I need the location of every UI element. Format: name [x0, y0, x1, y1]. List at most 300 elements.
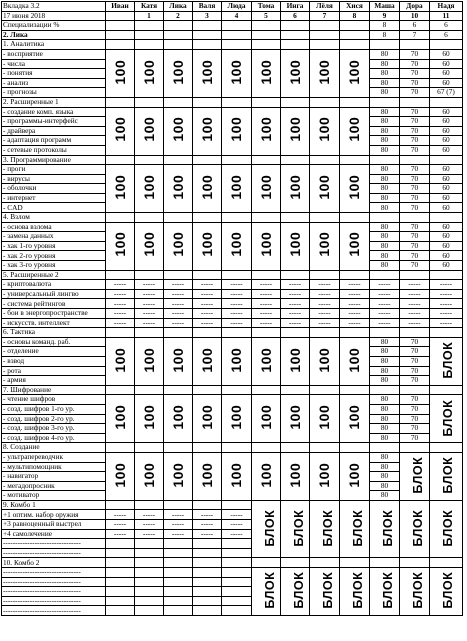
skill-value-cell: [340, 395, 370, 443]
dash-cell: -----: [252, 289, 281, 299]
skill-value: 80: [370, 424, 400, 434]
dash-cell: -----: [106, 529, 135, 539]
skill-value: 80: [370, 174, 400, 184]
column-name: Лика: [164, 2, 193, 12]
skill-label: +3 равноценный выстрел: [2, 520, 106, 530]
block-cell: [340, 568, 370, 616]
dash-cell: -----: [340, 289, 370, 299]
dash-cell: -----: [135, 510, 164, 520]
skill-value-cell: [281, 337, 310, 385]
skill-label: - мотиватор: [2, 491, 106, 501]
skill-value: 70: [400, 424, 430, 434]
empty-cell: [164, 577, 193, 587]
dash-cell: -----: [106, 318, 135, 328]
skill-value-cell: [106, 49, 135, 97]
rotated-value: 100: [257, 117, 274, 142]
empty-cell: [135, 40, 164, 50]
rotated-value: 100: [111, 347, 128, 373]
skill-value: 80: [370, 366, 400, 376]
table-row: [2, 213, 463, 223]
rotated-value: 100: [140, 117, 157, 142]
rotated-value: 100: [111, 404, 128, 430]
empty-cell: [222, 500, 252, 510]
empty-cell: [252, 385, 281, 395]
skill-value-cell: [310, 395, 340, 443]
empty-cell: [310, 21, 340, 31]
empty-cell: [106, 155, 135, 165]
skill-value: 80: [370, 222, 400, 232]
table-row: [2, 97, 463, 107]
rotated-value: 100: [346, 117, 363, 142]
skill-label: - хак 1-го уровня: [2, 241, 106, 251]
skill-value-cell: [222, 395, 252, 443]
rotated-value: 100: [228, 174, 245, 200]
rotated-value: 100: [257, 347, 274, 373]
empty-cell: [106, 30, 135, 40]
skill-value: 60: [430, 145, 463, 155]
empty-cell: [135, 558, 164, 568]
skill-label: - понятия: [2, 69, 106, 79]
rotated-value: БЛОК: [411, 572, 426, 609]
skill-value-cell: [135, 452, 164, 500]
rotated-value: 100: [286, 462, 303, 488]
empty-cell: [135, 21, 164, 31]
empty-cell: [193, 587, 222, 597]
section-title: 7. Шифрование: [2, 385, 106, 395]
empty-cell: [281, 97, 310, 107]
rotated-value: 100: [257, 404, 274, 430]
empty-cell: [222, 539, 252, 549]
empty-cell: [164, 443, 193, 453]
empty-cell: [106, 568, 135, 578]
empty-cell: [106, 21, 135, 31]
rotated-value: БЛОК: [441, 509, 456, 547]
empty-cell: [222, 328, 252, 338]
table-row: [2, 107, 463, 117]
empty-cell: [106, 500, 135, 510]
empty-cell: [193, 548, 222, 558]
skill-value: 70: [400, 59, 430, 69]
skill-label: --------------------------------: [2, 548, 106, 558]
dash-cell: -----: [281, 318, 310, 328]
rotated-value: 100: [228, 117, 245, 142]
dash-cell: -----: [430, 309, 463, 319]
column-name: Инга: [281, 2, 310, 12]
empty-cell: [340, 328, 370, 338]
rotated-value: 100: [257, 59, 274, 85]
skill-label: - бои в энергопространстве: [2, 309, 106, 319]
rotated-value: БЛОК: [381, 572, 396, 609]
rotated-value: БЛОК: [351, 572, 366, 609]
column-number: 8: [340, 11, 370, 21]
column-name: Хися: [340, 2, 370, 12]
empty-cell: [400, 385, 430, 395]
empty-cell: [370, 558, 400, 568]
skill-value: 70: [400, 49, 430, 59]
dash-cell: -----: [281, 289, 310, 299]
empty-cell: [164, 558, 193, 568]
rotated-value: 100: [140, 174, 157, 200]
skill-value: 60: [430, 222, 463, 232]
empty-cell: [222, 596, 252, 606]
rotated-value: 100: [140, 59, 157, 85]
skill-value: 80: [370, 126, 400, 136]
rotated-value: БЛОК: [263, 509, 278, 547]
rotated-value: БЛОК: [441, 341, 456, 379]
skill-label: - программы-интерфейс: [2, 117, 106, 127]
skill-value-cell: [106, 165, 135, 213]
empty-cell: [400, 97, 430, 107]
skill-value-cell: [193, 222, 222, 270]
column-number: 5: [252, 11, 281, 21]
empty-cell: [400, 40, 430, 50]
dash-cell: -----: [400, 309, 430, 319]
skill-label: - замена данных: [2, 232, 106, 242]
skill-value-cell: [193, 107, 222, 155]
skill-value: 60: [430, 193, 463, 203]
rotated-value: 100: [316, 347, 333, 373]
empty-cell: [135, 596, 164, 606]
skill-value-cell: [340, 222, 370, 270]
skill-value: 80: [370, 472, 400, 482]
empty-cell: [222, 568, 252, 578]
rotated-value: 100: [198, 232, 215, 258]
empty-cell: [106, 558, 135, 568]
block-cell: [430, 395, 463, 443]
sheet-title: Вкладка 3.2: [2, 2, 106, 12]
empty-cell: [252, 213, 281, 223]
empty-cell: [252, 97, 281, 107]
skill-value: 80: [370, 117, 400, 127]
empty-cell: [340, 385, 370, 395]
skill-value-cell: [164, 49, 193, 97]
skill-value-cell: [252, 395, 281, 443]
section-title: 8. Создание: [2, 443, 106, 453]
empty-cell: [430, 558, 463, 568]
dash-cell: -----: [164, 289, 193, 299]
skill-value-cell: [222, 337, 252, 385]
empty-cell: [252, 21, 281, 31]
rotated-value: 100: [286, 232, 303, 258]
rotated-value: 100: [198, 117, 215, 142]
skill-value: 70: [400, 395, 430, 405]
skill-value: 70: [400, 69, 430, 79]
empty-cell: [135, 328, 164, 338]
empty-cell: [252, 40, 281, 50]
empty-cell: [164, 21, 193, 31]
column-number: 3: [193, 11, 222, 21]
empty-cell: [164, 539, 193, 549]
rotated-value: 100: [140, 232, 157, 258]
skill-value-cell: [252, 165, 281, 213]
dash-cell: -----: [193, 309, 222, 319]
empty-cell: [370, 270, 400, 280]
dash-cell: -----: [370, 299, 400, 309]
rotated-value: 100: [169, 462, 186, 488]
skill-value: 70: [400, 117, 430, 127]
empty-cell: [164, 606, 193, 616]
skill-value: 60: [430, 241, 463, 251]
empty-cell: [340, 155, 370, 165]
skill-label: - универсальный лингво: [2, 289, 106, 299]
lika-value: 7: [400, 30, 430, 40]
section-title: 2. Расширенные 1: [2, 97, 106, 107]
skill-value: 80: [370, 481, 400, 491]
skill-value-cell: [281, 107, 310, 155]
skill-value-cell: [106, 395, 135, 443]
skill-value-cell: [222, 452, 252, 500]
skill-value-cell: [164, 222, 193, 270]
skill-value: 70: [400, 337, 430, 347]
skill-value: 60: [430, 117, 463, 127]
empty-cell: [135, 606, 164, 616]
rotated-value: 100: [111, 117, 128, 142]
column-number: 2: [164, 11, 193, 21]
empty-cell: [135, 568, 164, 578]
column-name: Валя: [193, 2, 222, 12]
skill-label: - оболочки: [2, 184, 106, 194]
skill-value: 80: [370, 232, 400, 242]
empty-cell: [400, 558, 430, 568]
empty-cell: [281, 40, 310, 50]
empty-cell: [252, 328, 281, 338]
rotated-value: 100: [286, 59, 303, 85]
dash-cell: -----: [281, 280, 310, 290]
column-number: 9: [370, 11, 400, 21]
skill-value-cell: [135, 395, 164, 443]
skill-label: +4 самолечение: [2, 529, 106, 539]
skill-value: 60: [430, 78, 463, 88]
skill-label: --------------------------------: [2, 539, 106, 549]
dash-cell: -----: [164, 510, 193, 520]
skill-value: 60: [430, 203, 463, 213]
skill-value: 67 (7): [430, 88, 463, 98]
skill-value-cell: [164, 395, 193, 443]
rotated-value: 100: [198, 404, 215, 430]
rotated-value: 100: [316, 174, 333, 200]
dash-cell: -----: [135, 289, 164, 299]
skill-value: 70: [400, 366, 430, 376]
skill-value-cell: [252, 222, 281, 270]
dash-cell: -----: [340, 318, 370, 328]
empty-cell: [281, 328, 310, 338]
skill-value: 60: [430, 165, 463, 175]
table-row: [2, 395, 463, 405]
skill-value: 60: [430, 232, 463, 242]
rotated-value: 100: [169, 174, 186, 200]
skill-value: 60: [430, 69, 463, 79]
rotated-value: 100: [169, 347, 186, 373]
dash-cell: -----: [193, 520, 222, 530]
empty-cell: [135, 270, 164, 280]
empty-cell: [193, 30, 222, 40]
skill-value-cell: [135, 165, 164, 213]
dash-cell: -----: [370, 318, 400, 328]
table-row: [2, 49, 463, 59]
block-cell: [310, 500, 340, 558]
dash-cell: -----: [193, 510, 222, 520]
table-row: [2, 318, 463, 328]
skill-label: - армия: [2, 376, 106, 386]
empty-cell: [430, 385, 463, 395]
empty-cell: [193, 606, 222, 616]
empty-cell: [370, 97, 400, 107]
empty-cell: [222, 558, 252, 568]
empty-cell: [135, 577, 164, 587]
dash-cell: -----: [135, 318, 164, 328]
rotated-value: 100: [346, 404, 363, 430]
empty-cell: [340, 270, 370, 280]
skill-value: 80: [370, 69, 400, 79]
skill-value-cell: [106, 107, 135, 155]
skill-label: - восприятие: [2, 49, 106, 59]
empty-cell: [281, 270, 310, 280]
empty-cell: [252, 443, 281, 453]
rotated-value: 100: [198, 174, 215, 200]
specialization-table: [1, 1, 463, 616]
empty-cell: [164, 385, 193, 395]
empty-cell: [193, 385, 222, 395]
skill-value: 70: [400, 414, 430, 424]
skill-value: 80: [370, 414, 400, 424]
rotated-value: 100: [346, 462, 363, 488]
table-row: [2, 558, 463, 568]
skill-label: - мультипомощник: [2, 462, 106, 472]
column-name: Тома: [252, 2, 281, 12]
skill-value: 80: [370, 59, 400, 69]
dash-cell: -----: [222, 529, 252, 539]
empty-cell: [340, 443, 370, 453]
rotated-value: 100: [257, 174, 274, 200]
empty-cell: [370, 328, 400, 338]
skill-value: 60: [430, 251, 463, 261]
skill-value: 70: [400, 145, 430, 155]
column-name: Катя: [135, 2, 164, 12]
dash-cell: -----: [106, 309, 135, 319]
column-name: Иван: [106, 2, 135, 12]
dash-cell: -----: [193, 529, 222, 539]
empty-cell: [430, 443, 463, 453]
rotated-value: 100: [169, 117, 186, 142]
rotated-value: 100: [316, 462, 333, 488]
skill-value-cell: [193, 395, 222, 443]
rotated-value: 100: [316, 59, 333, 85]
block-cell: [430, 568, 463, 616]
dash-cell: -----: [135, 520, 164, 530]
skill-value: 80: [370, 395, 400, 405]
empty-cell: [193, 568, 222, 578]
column-number: 7: [310, 11, 340, 21]
skill-value: 70: [400, 107, 430, 117]
skill-value: 60: [430, 107, 463, 117]
dash-cell: -----: [370, 280, 400, 290]
column-name: Лёля: [310, 2, 340, 12]
rotated-value: 100: [346, 232, 363, 258]
empty-cell: [164, 548, 193, 558]
empty-cell: [400, 155, 430, 165]
skill-label: - созд. шифров 2-го ур.: [2, 414, 106, 424]
rotated-value: 100: [228, 347, 245, 373]
rotated-value: 100: [169, 232, 186, 258]
empty-cell: [106, 596, 135, 606]
empty-cell: [222, 577, 252, 587]
empty-cell: [281, 21, 310, 31]
empty-cell: [370, 213, 400, 223]
skill-value: 70: [400, 261, 430, 271]
skill-value: 70: [400, 165, 430, 175]
empty-cell: [135, 548, 164, 558]
table-row: [2, 337, 463, 347]
skill-value-cell: [340, 107, 370, 155]
empty-cell: [430, 270, 463, 280]
dash-cell: -----: [310, 318, 340, 328]
column-name: Надя: [430, 2, 463, 12]
empty-cell: [222, 213, 252, 223]
skill-value: 60: [430, 184, 463, 194]
dash-cell: -----: [106, 289, 135, 299]
empty-cell: [135, 500, 164, 510]
empty-cell: [135, 97, 164, 107]
table-row: [2, 328, 463, 338]
empty-cell: [164, 587, 193, 597]
table-row: [2, 568, 463, 578]
dash-cell: -----: [135, 299, 164, 309]
dash-cell: -----: [164, 280, 193, 290]
rotated-value: БЛОК: [351, 509, 366, 547]
skill-value: 70: [400, 174, 430, 184]
empty-cell: [164, 568, 193, 578]
empty-cell: [340, 30, 370, 40]
empty-cell: [281, 213, 310, 223]
rotated-value: БЛОК: [321, 572, 336, 609]
dash-cell: -----: [252, 318, 281, 328]
skill-value: 60: [430, 49, 463, 59]
skill-value: 80: [370, 193, 400, 203]
rotated-value: 100: [346, 174, 363, 200]
skill-value: 80: [370, 356, 400, 366]
skill-label: - ультрапереводчик: [2, 452, 106, 462]
empty-cell: [370, 385, 400, 395]
skill-value: 80: [370, 251, 400, 261]
table-row: [2, 309, 463, 319]
table-row: [2, 385, 463, 395]
skill-label: --------------------------------: [2, 568, 106, 578]
column-number: 6: [281, 11, 310, 21]
block-cell: [370, 500, 400, 558]
block-cell: [252, 500, 281, 558]
skill-value-cell: [222, 107, 252, 155]
empty-cell: [164, 155, 193, 165]
lika-value: 6: [430, 30, 463, 40]
empty-cell: [106, 40, 135, 50]
dash-cell: -----: [340, 309, 370, 319]
dash-cell: -----: [135, 529, 164, 539]
rotated-value: 100: [316, 232, 333, 258]
rotated-value: БЛОК: [411, 509, 426, 547]
skill-value-cell: [340, 452, 370, 500]
table-row: [2, 11, 463, 21]
empty-cell: [106, 577, 135, 587]
table-row: [2, 40, 463, 50]
skill-value-cell: [222, 49, 252, 97]
skill-label: - хак 2-го уровня: [2, 251, 106, 261]
table-row: [2, 443, 463, 453]
empty-cell: [135, 213, 164, 223]
empty-cell: [252, 558, 281, 568]
block-cell: [430, 452, 463, 500]
column-number: 11: [430, 11, 463, 21]
skill-value-cell: [252, 49, 281, 97]
